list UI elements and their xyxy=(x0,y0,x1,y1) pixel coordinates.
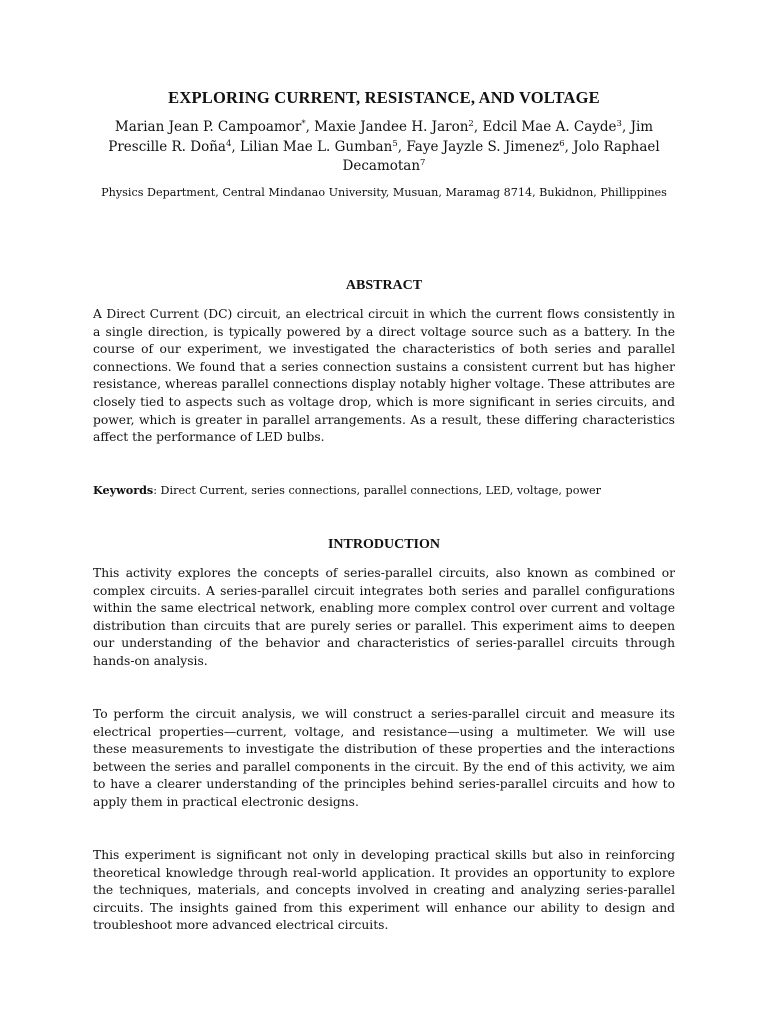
author: Edcil Mae A. Cayde$^3$, xyxy=(482,119,631,135)
author: Lilian Mae L. Gumban$^5$, xyxy=(239,138,407,155)
author: Jim Prescille R. Doña$^4$, xyxy=(108,119,654,155)
intro-paragraph-3: This experiment is significant not only in developing practical skills but also in reinforcing theoretical knowledge through real-world application. It provides an opportunity to explore the techniques, materials, and concepts involved in creating and analyzing series-parallel circuits. The insights gained from this experiment will enhance our ability to design and troubleshoot more advanced electrical circuits. xyxy=(93,848,675,933)
author-list xyxy=(88,118,680,177)
abstract-text: A Direct Current (DC) circuit, an electrical circuit in which the current flows consistently in a single direction, is typically powered by a direct voltage source such as a battery. In the course of our experiment, we investigated the characteristics of both series and parallel connections. We found that a series connection sustains a consistent current but has higher resistance, whereas parallel connections display notably higher voltage. These attributes are closely tied to aspects such as voltage drop, which is more significant in series circuits, and power, which is greater in parallel arrangements. As a result, these differing characteristics affect the performance of LED bulbs. xyxy=(93,307,675,445)
author: Jolo Raphael Decamotan$^7$ xyxy=(342,138,660,174)
intro-paragraph-2: To perform the circuit analysis, we will construct a series-parallel circuit and measure its electrical properties—current, voltage, and resistance—using a multimeter. We will use these measurements to investigate the distribution of these properties and the interactions between the series and parallel components in the circuit. By the end of this activity, we aim to have a clearer understanding of the principles behind series-parallel circuits and how to apply them in practical electronic designs. xyxy=(93,707,675,809)
author: Faye Jayzle S. Jimenez$^6$, xyxy=(406,138,574,155)
keywords xyxy=(93,482,675,499)
keywords-text: : Direct Current, series connections, parallel connections, LED, voltage, power xyxy=(153,484,601,497)
author: Marian Jean P. Campoamor*, xyxy=(114,119,315,135)
keywords-label: Keywords xyxy=(93,483,154,497)
paper-title: EXPLORING CURRENT, RESISTANCE, AND VOLTAGE xyxy=(168,88,600,107)
intro-paragraph-1: This activity explores the concepts of series-parallel circuits, also known as combined or complex circuits. A series-parallel circuit integrates both series and parallel configurations within the same electrical network, enabling more complex control over current and voltage distribution than circuits that are purely series or parallel. This experiment aims to deepen our understanding of the behavior and characteristics of series-parallel circuits through hands-on analysis. xyxy=(93,566,675,668)
affiliation: Physics Department, Central Mindanao University, Musuan, Maramag 8714, Bukidnon, Phillippines xyxy=(101,186,667,199)
author: Maxie Jandee H. Jaron$^2$, xyxy=(314,119,483,135)
introduction-heading: INTRODUCTION xyxy=(327,537,440,552)
abstract-heading: ABSTRACT xyxy=(345,278,423,293)
